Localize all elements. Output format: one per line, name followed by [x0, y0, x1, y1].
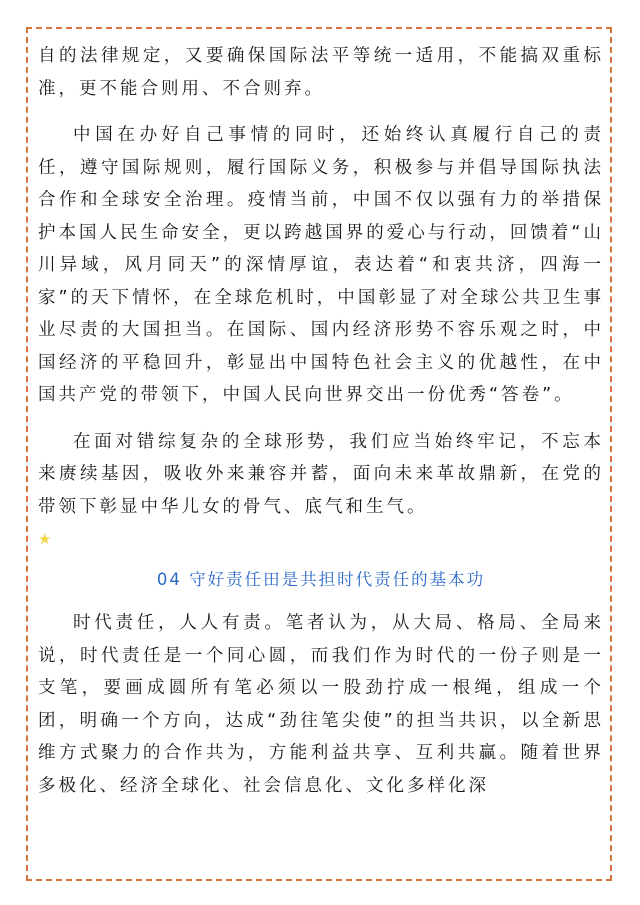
section-heading: 04 守好责任田是共担时代责任的基本功: [156, 570, 486, 589]
paragraph-global-situation: 在面对错综复杂的全球形势，我们应当始终牢记，不忘本来赓续基因，吸收外来兼容并蓄，面向未来革故鼎新，在党的带领下彰显中华儿女的骨气、底气和生气。: [38, 431, 604, 517]
paragraph-continuation: 自的法律规定，又要确保国际法平等统一适用，不能搞双重标准，更不能合则用、不合则弃。: [38, 46, 604, 99]
article-content: [38, 40, 604, 802]
star-icon: ★: [38, 530, 52, 548]
paragraph-china-responsibility: 中国在办好自己事情的同时，还始终认真履行自己的责任，遵守国际规则，履行国际义务，积极参与并倡导国际执法合作和全球安全治理。疫情当前，中国不仅以强有力的举措保护本国人民生命安全，更以跨越国界的爱心与行动，回馈着“山川异域，风月同天”的深情厚谊，表达着“和衷共济，四海一家”的天下情怀，在全球危机时，中国彰显了对全球公共卫生事业尽责的大国担当。在国际、国内经济形势不容乐观之时，中国经济的平稳回升，彰显出中国特色社会主义的优越性，在中国共产党的带领下，中国人民向世界交出一份优秀“答卷”。: [38, 125, 604, 405]
paragraph-era-responsibility: 时代责任，人人有责。笔者认为，从大局、格局、全局来说，时代责任是一个同心圆，而我们作为时代的一份子则是一支笔，要画成圆所有笔必须以一股劲拧成一根绳，组成一个团，明确一个方向，达成“劲往笔尖使”的担当共识，以全新思维方式聚力的合作共为，方能利益共享、互利共赢。随着世界多极化、经济全球化、社会信息化、文化多样化深: [38, 613, 604, 796]
